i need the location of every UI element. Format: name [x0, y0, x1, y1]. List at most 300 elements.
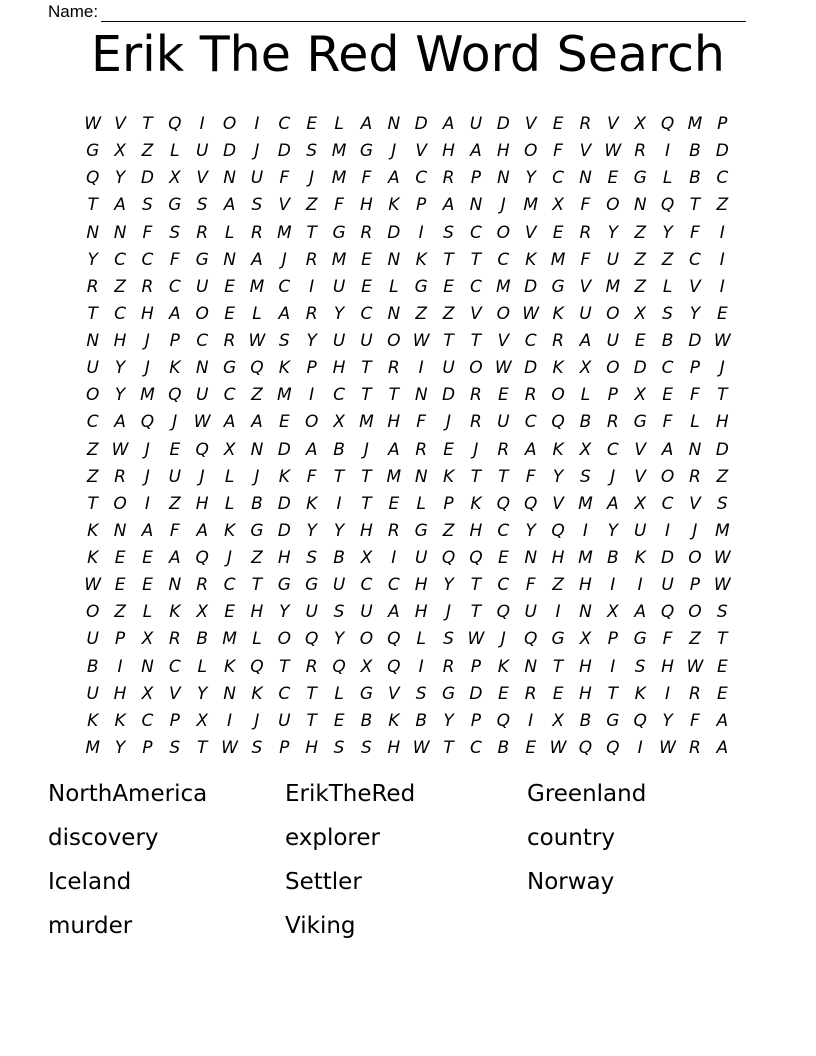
grid-cell: V [387, 683, 400, 704]
grid-cell: X [579, 629, 592, 650]
grid-cell: I [665, 141, 671, 162]
grid-cell: F [416, 412, 427, 433]
grid-cell: S [333, 602, 345, 623]
grid-cell: Q [551, 412, 565, 433]
grid-cell: I [309, 276, 315, 297]
grid-cell: R [442, 168, 455, 189]
grid-cell: F [525, 575, 536, 596]
grid-cell: L [170, 141, 180, 162]
grid-cell: I [719, 222, 725, 243]
grid-cell: N [141, 656, 154, 677]
grid-cell: M [276, 222, 292, 243]
grid-cell: R [86, 276, 99, 297]
grid-cell: M [85, 737, 101, 758]
grid-cell: T [361, 358, 372, 379]
grid-cell: Q [606, 737, 620, 758]
grid-cell: R [196, 575, 209, 596]
grid-cell: R [223, 331, 236, 352]
grid-cell: K [278, 466, 290, 487]
grid-cell: L [416, 493, 426, 514]
grid-cell: I [719, 276, 725, 297]
grid-cell: Q [304, 629, 319, 650]
grid-cell: C [278, 114, 291, 135]
grid-cell: A [360, 114, 373, 135]
grid-cell: Z [415, 303, 428, 324]
grid-cell: Q [633, 710, 647, 731]
grid-cell: X [168, 168, 181, 189]
grid-cell: V [634, 466, 646, 487]
grid-cell: R [168, 629, 181, 650]
grid-cell: V [196, 168, 208, 189]
grid-cell: X [634, 303, 647, 324]
grid-cell: V [114, 114, 126, 135]
grid-cell: B [333, 548, 345, 569]
grid-cell: R [360, 222, 373, 243]
grid-cell: I [637, 737, 643, 758]
grid-cell: H [113, 331, 127, 352]
grid-cell: U [469, 114, 483, 135]
grid-cell: U [442, 358, 455, 379]
grid-cell: Q [469, 548, 483, 569]
grid-cell: U [360, 602, 373, 623]
grid-cell: E [525, 737, 537, 758]
grid-cell: J [254, 141, 260, 162]
grid-cell: P [416, 195, 427, 216]
grid-cell: R [579, 222, 592, 243]
grid-cell: V [634, 439, 646, 460]
grid-cell: O [195, 303, 209, 324]
grid-cell: Q [250, 656, 264, 677]
grid-cell: L [252, 629, 262, 650]
grid-cell: Y [443, 710, 454, 731]
grid-cell: X [360, 548, 373, 569]
grid-cell: W [111, 439, 129, 460]
grid-cell: C [716, 168, 729, 189]
grid-cell: A [223, 412, 236, 433]
grid-cell: X [196, 710, 209, 731]
grid-cell: N [250, 439, 264, 460]
grid-cell: J [309, 168, 315, 189]
word-list-item: Iceland [48, 869, 132, 895]
grid-cell: B [497, 737, 510, 758]
grid-cell: K [306, 493, 318, 514]
grid-cell: S [306, 141, 318, 162]
grid-cell: B [606, 548, 619, 569]
grid-cell: V [524, 222, 537, 243]
grid-cell: R [251, 222, 263, 243]
grid-cell: Q [140, 412, 155, 433]
grid-cell: K [114, 710, 126, 731]
grid-cell: I [555, 602, 561, 623]
grid-cell: R [689, 737, 701, 758]
grid-cell: C [168, 656, 181, 677]
grid-cell: J [144, 466, 150, 487]
grid-cell: E [497, 683, 509, 704]
grid-cell: P [169, 710, 180, 731]
grid-cell: R [305, 303, 318, 324]
grid-cell: R [415, 439, 428, 460]
grid-cell: D [524, 276, 538, 297]
grid-cell: X [333, 412, 345, 433]
grid-cell: R [689, 683, 701, 704]
grid-cell: F [169, 520, 180, 541]
grid-cell: K [497, 656, 509, 677]
grid-cell: S [415, 683, 427, 704]
grid-cell: I [610, 575, 616, 596]
grid-cell: G [414, 276, 428, 297]
grid-cell: U [86, 358, 99, 379]
grid-cell: S [169, 222, 181, 243]
grid-cell: L [662, 276, 673, 297]
grid-cell: X [114, 141, 126, 162]
grid-cell: I [665, 683, 671, 704]
grid-cell: I [254, 114, 260, 135]
grid-cell: R [387, 520, 400, 541]
grid-cell: R [470, 412, 482, 433]
grid-cell: R [305, 656, 318, 677]
grid-cell: Z [114, 276, 126, 297]
grid-cell: N [223, 683, 236, 704]
grid-cell: N [496, 168, 510, 189]
grid-cell: G [222, 358, 237, 379]
grid-cell: U [579, 303, 592, 324]
word-list-item: murder [48, 913, 133, 939]
grid-cell: W [221, 737, 238, 758]
grid-cell: C [689, 249, 701, 270]
grid-cell: B [333, 439, 345, 460]
grid-cell: D [715, 439, 729, 460]
grid-cell: N [86, 331, 100, 352]
grid-cell: K [87, 710, 99, 731]
grid-cell: T [142, 114, 153, 135]
grid-cell: H [332, 358, 346, 379]
grid-cell: T [443, 737, 454, 758]
name-label: Name: [48, 2, 99, 21]
grid-cell: C [387, 575, 400, 596]
grid-cell: K [278, 358, 290, 379]
grid-cell: Z [86, 466, 99, 487]
grid-cell: Z [442, 303, 455, 324]
grid-cell: N [524, 656, 538, 677]
grid-cell: F [142, 222, 153, 243]
grid-cell: G [332, 222, 346, 243]
page-title: Erik The Red Word Search [91, 26, 725, 83]
grid-cell: P [114, 629, 126, 650]
grid-cell: A [223, 195, 236, 216]
grid-cell: S [306, 548, 318, 569]
grid-cell: S [251, 195, 263, 216]
word-list-item: Settler [285, 869, 362, 895]
grid-cell: L [224, 493, 235, 514]
grid-cell: L [690, 412, 700, 433]
grid-cell: A [442, 195, 455, 216]
grid-cell: K [223, 520, 236, 541]
grid-cell: N [387, 303, 401, 324]
grid-cell: H [360, 195, 373, 216]
grid-cell: T [470, 466, 482, 487]
grid-cell: B [360, 710, 373, 731]
grid-cell: A [114, 412, 126, 433]
grid-cell: R [524, 385, 537, 406]
grid-cell: O [551, 385, 565, 406]
grid-cell: R [114, 466, 126, 487]
grid-cell: S [251, 737, 263, 758]
grid-cell: Z [86, 439, 99, 460]
grid-cell: Z [716, 466, 729, 487]
grid-cell: Y [333, 303, 345, 324]
grid-cell: K [388, 710, 400, 731]
grid-cell: E [634, 331, 646, 352]
grid-cell: E [224, 602, 235, 623]
grid-cell: Y [114, 168, 126, 189]
grid-cell: S [716, 602, 728, 623]
grid-cell: N [387, 114, 401, 135]
grid-cell: Z [168, 493, 181, 514]
grid-cell: Q [523, 493, 538, 514]
grid-cell: T [443, 249, 454, 270]
grid-cell: W [522, 303, 540, 324]
grid-cell: R [196, 222, 209, 243]
grid-cell: U [305, 602, 318, 623]
grid-cell: M [331, 249, 347, 270]
grid-cell: B [689, 168, 701, 189]
grid-cell: H [496, 141, 510, 162]
grid-cell: R [470, 385, 482, 406]
grid-cell: Q [387, 656, 401, 677]
grid-cell: V [579, 141, 592, 162]
grid-cell: M [578, 493, 593, 514]
grid-cell: B [689, 141, 701, 162]
grid-cell: I [610, 656, 616, 677]
grid-cell: Y [607, 520, 618, 541]
grid-cell: S [662, 303, 673, 324]
grid-cell: C [415, 168, 428, 189]
grid-cell: S [142, 195, 153, 216]
grid-cell: L [197, 656, 207, 677]
grid-cell: Q [660, 195, 675, 216]
grid-cell: O [222, 114, 237, 135]
grid-cell: W [549, 737, 567, 758]
grid-cell: B [661, 331, 674, 352]
grid-cell: K [169, 602, 181, 623]
grid-cell: S [443, 222, 454, 243]
word-list-column-3 [527, 781, 646, 913]
word-list [0, 781, 816, 981]
grid-cell: O [660, 466, 675, 487]
grid-cell: O [359, 629, 374, 650]
grid-cell: V [497, 331, 510, 352]
grid-cell: G [414, 520, 428, 541]
grid-cell: O [496, 222, 510, 243]
grid-cell: P [470, 656, 482, 677]
grid-cell: T [470, 602, 482, 623]
grid-cell: C [524, 331, 537, 352]
grid-cell: L [416, 629, 426, 650]
grid-cell: C [114, 249, 126, 270]
grid-cell: D [661, 548, 675, 569]
grid-cell: Y [525, 168, 536, 189]
grid-cell: Z [634, 249, 647, 270]
grid-cell: M [331, 168, 347, 189]
grid-cell: E [224, 276, 235, 297]
grid-cell: E [497, 548, 509, 569]
grid-cell: A [114, 195, 126, 216]
grid-cell: K [415, 249, 427, 270]
grid-cell: T [717, 629, 728, 650]
grid-cell: J [446, 602, 452, 623]
grid-cell: G [551, 276, 565, 297]
grid-cell: A [470, 141, 482, 162]
grid-cell: D [277, 141, 291, 162]
grid-cell: J [719, 358, 725, 379]
grid-cell: N [414, 385, 428, 406]
grid-cell: M [331, 141, 347, 162]
grid-cell: P [470, 710, 482, 731]
grid-cell: O [85, 385, 100, 406]
grid-cell: U [524, 602, 537, 623]
grid-cell: T [689, 195, 701, 216]
grid-cell: X [634, 114, 647, 135]
grid-cell: A [305, 439, 318, 460]
grid-cell: C [497, 520, 510, 541]
grid-cell: Q [551, 520, 565, 541]
grid-cell: S [278, 331, 290, 352]
grid-cell: K [87, 548, 99, 569]
grid-cell: Q [496, 493, 510, 514]
grid-cell: L [334, 114, 344, 135]
word-list-item: Viking [285, 913, 356, 939]
grid-cell: Y [306, 520, 317, 541]
grid-cell: M [222, 629, 237, 650]
grid-cell: E [114, 548, 126, 569]
grid-cell: C [470, 737, 482, 758]
grid-cell: T [498, 466, 509, 487]
grid-cell: E [552, 683, 564, 704]
grid-cell: E [306, 114, 318, 135]
grid-cell: M [276, 385, 292, 406]
grid-cell: G [633, 168, 647, 189]
grid-cell: T [333, 466, 345, 487]
grid-cell: N [168, 575, 182, 596]
grid-cell: M [523, 195, 539, 216]
grid-cell: R [524, 683, 537, 704]
grid-cell: Q [387, 629, 401, 650]
grid-cell: W [84, 575, 102, 596]
word-list-item: Greenland [527, 781, 647, 807]
grid-cell: F [169, 249, 180, 270]
grid-cell: T [361, 385, 372, 406]
grid-cell: O [523, 141, 538, 162]
grid-cell: V [470, 303, 482, 324]
grid-cell: W [713, 575, 731, 596]
grid-cell: J [363, 439, 369, 460]
word-list-column-2 [285, 781, 415, 957]
grid-cell: E [552, 222, 564, 243]
grid-cell: T [388, 385, 399, 406]
grid-cell: G [305, 575, 319, 596]
grid-cell: G [551, 629, 565, 650]
grid-cell: T [361, 493, 372, 514]
grid-cell: F [580, 249, 591, 270]
grid-cell: C [278, 683, 291, 704]
grid-cell: U [360, 331, 373, 352]
word-list-item: Norway [527, 869, 615, 895]
grid-cell: Z [634, 222, 647, 243]
grid-cell: D [277, 439, 291, 460]
grid-cell: S [634, 656, 646, 677]
grid-cell: K [223, 656, 236, 677]
grid-cell: V [579, 276, 592, 297]
grid-cell: X [360, 656, 373, 677]
grid-cell: V [415, 141, 427, 162]
grid-cell: X [552, 710, 564, 731]
grid-cell: U [250, 168, 264, 189]
grid-cell: F [662, 629, 673, 650]
grid-cell: G [441, 683, 456, 704]
grid-cell: T [470, 249, 482, 270]
grid-cell: J [199, 466, 205, 487]
grid-cell: U [195, 276, 209, 297]
grid-cell: D [496, 114, 510, 135]
grid-cell: A [442, 114, 455, 135]
grid-cell: G [359, 683, 374, 704]
grid-cell: E [361, 276, 372, 297]
grid-cell: I [418, 222, 424, 243]
grid-cell: F [553, 141, 563, 162]
grid-cell: Q [660, 602, 675, 623]
grid-cell: V [689, 493, 701, 514]
grid-cell: M [249, 276, 265, 297]
grid-cell: C [497, 575, 510, 596]
grid-cell: X [579, 439, 592, 460]
grid-cell: N [223, 249, 236, 270]
grid-cell: J [144, 439, 150, 460]
grid-cell: W [659, 737, 676, 758]
grid-cell: H [442, 141, 455, 162]
grid-cell: X [141, 683, 154, 704]
grid-cell: J [227, 548, 233, 569]
grid-cell: F [306, 466, 317, 487]
grid-cell: S [196, 195, 208, 216]
grid-cell: I [719, 249, 725, 270]
grid-cell: Q [195, 548, 209, 569]
grid-cell: N [387, 249, 401, 270]
word-list-column-1 [48, 781, 207, 957]
grid-cell: A [634, 602, 646, 623]
grid-cell: Q [250, 358, 264, 379]
grid-cell: E [361, 249, 372, 270]
grid-cell: L [142, 602, 153, 623]
grid-cell: X [634, 493, 647, 514]
grid-cell: M [386, 466, 402, 487]
grid-cell: Q [578, 737, 593, 758]
grid-cell: E [443, 276, 454, 297]
grid-cell: X [223, 439, 236, 460]
grid-cell: N [579, 168, 592, 189]
grid-cell: H [661, 656, 674, 677]
grid-cell: G [168, 195, 182, 216]
word-list-item: explorer [285, 825, 380, 851]
grid-cell: K [169, 358, 181, 379]
grid-cell: Q [168, 385, 182, 406]
grid-cell: T [196, 737, 208, 758]
grid-cell: D [387, 222, 401, 243]
grid-cell: U [168, 466, 182, 487]
grid-cell: L [224, 222, 235, 243]
grid-cell: A [141, 520, 154, 541]
grid-cell: Y [87, 249, 98, 270]
grid-cell: Z [305, 195, 318, 216]
